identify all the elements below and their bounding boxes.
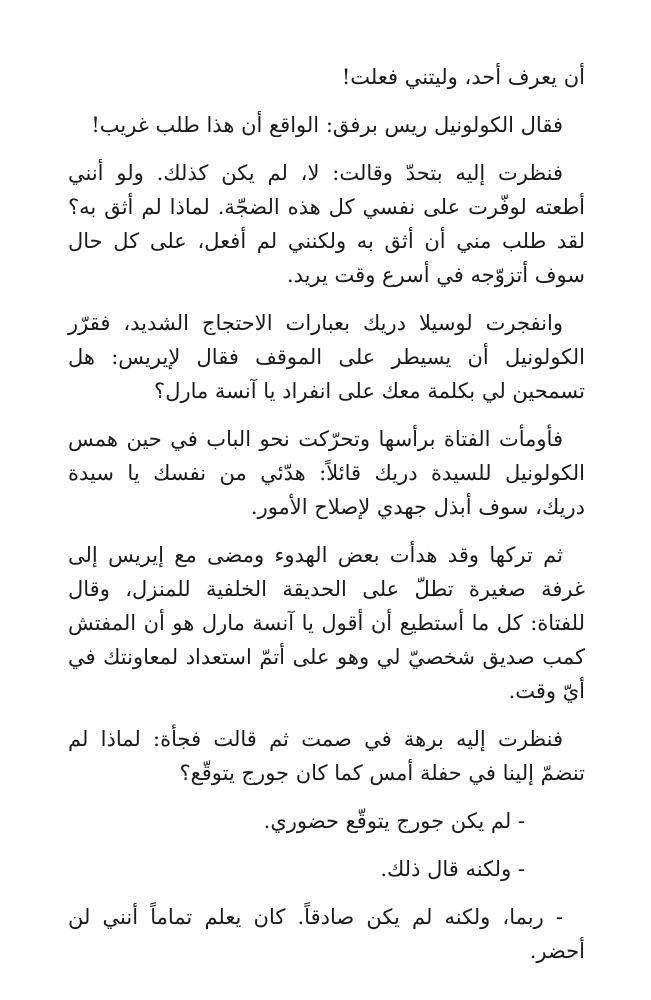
paragraph: وانفجرت لوسيلا دريك بعبارات الاحتجاج الشديد، فقرّر الكولونيل أن يسيطر على الموقف فقال لإيريس: هل تسمحين لي بكلمة معك على انفراد يا آنسة مارل؟ xyxy=(68,311,585,403)
paragraph: فقال الكولونيل ريس برفق: الواقع أن هذا طلب غريب! xyxy=(91,113,563,137)
dialogue-line: - لم يكن جورج يتوقّع حضوري. xyxy=(263,809,525,833)
paragraph: أن يعرف أحد، وليتني فعلت! xyxy=(341,65,585,89)
paragraph: ثم تركها وقد هدأت بعض الهدوء ومضى مع إيريس إلى غرفة صغيرة تطلّ على الحديقة الخلفية للمنزل، وقال للفتاة: كل ما أستطيع أن أقول يا آنسة مارل هو أن المفتش كمب صديق شخصيّ لي وهو على أتمّ استعداد لمعاونتك في أيّ وقت. xyxy=(68,543,585,703)
paragraph: فنظرت إليه برهة في صمت ثم قالت فجأة: لماذا لم تنضمّ إلينا في حفلة أمس كما كان جورج يتوقّع؟ xyxy=(68,727,585,785)
dialogue-line: - ربما، ولكنه لم يكن صادقاً. كان يعلم تماماً أنني لن أحضر. xyxy=(68,905,585,963)
dialogue-line: - ولكنه قال ذلك. xyxy=(380,857,525,881)
paragraph: فأومأت الفتاة برأسها وتحرّكت نحو الباب في حين همس الكولونيل للسيدة دريك قائلاً: هدّئي من نفسك يا سيدة دريك، سوف أبذل جهدي لإصلاح الأمور. xyxy=(68,427,585,519)
paragraph: فنظرت إليه بتحدّ وقالت: لا، لم يكن كذلك. ولو أنني أطعته لوفّرت على نفسي كل هذه الضجّة. لماذا لم أثق به؟ لقد طلب مني أن أثق به ولكنني لم أفعل، على كل حال سوف أتزوّجه في أسرع وقت يريد. xyxy=(68,161,585,287)
book-page xyxy=(68,60,585,968)
